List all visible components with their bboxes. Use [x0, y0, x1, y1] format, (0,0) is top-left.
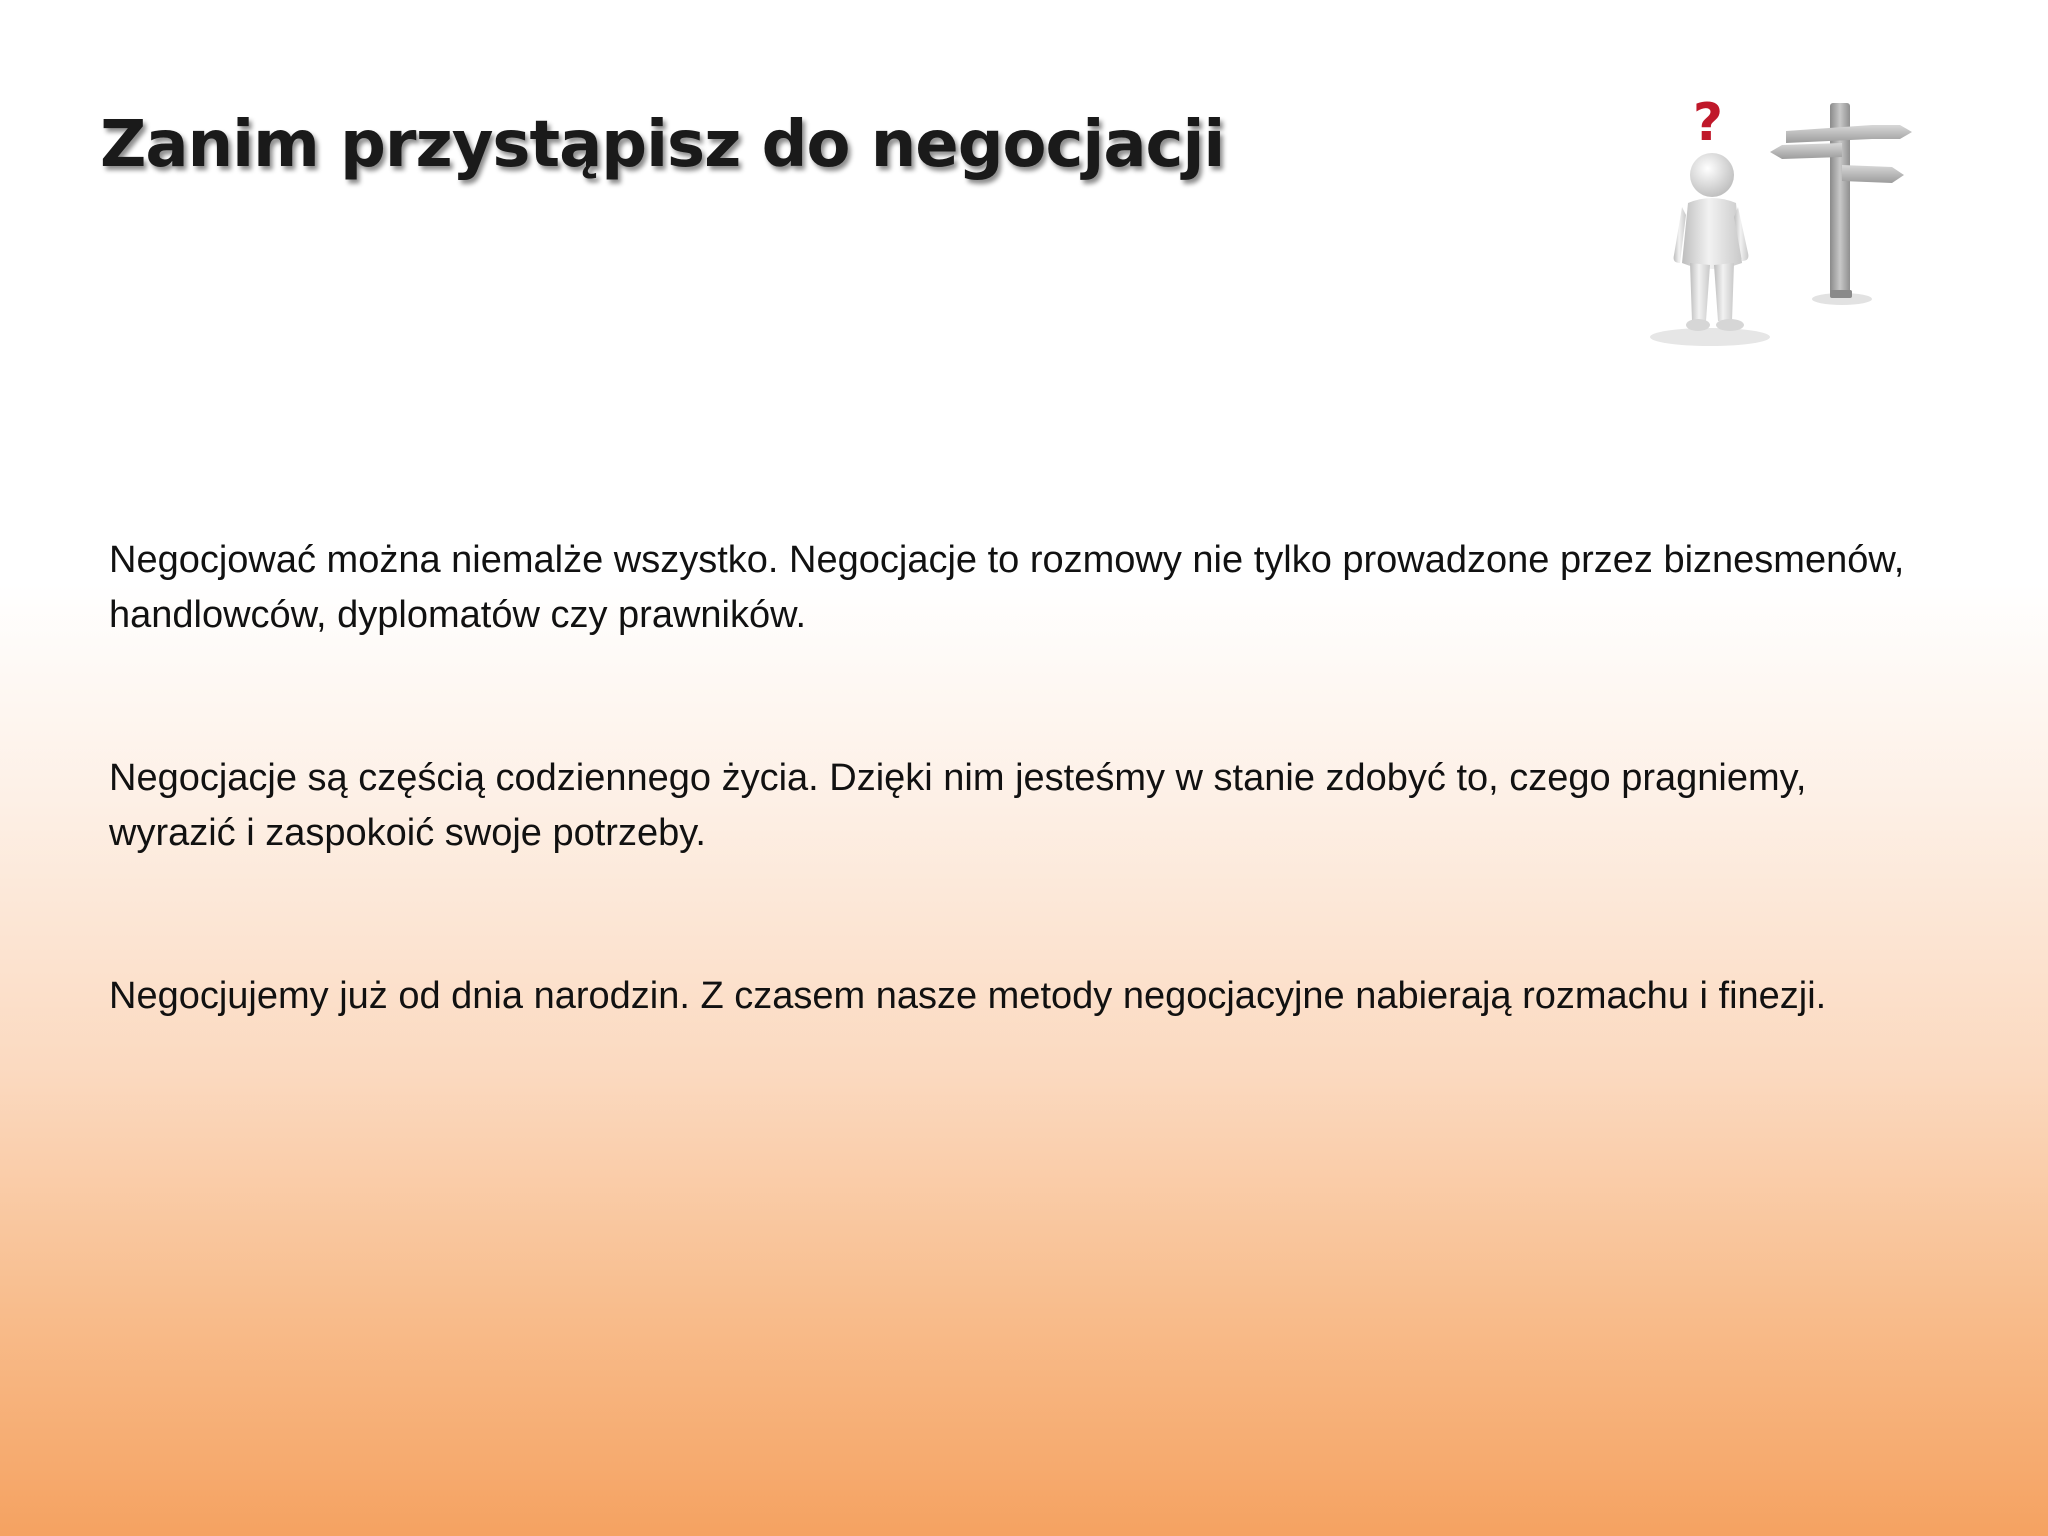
signpost-icon [1770, 103, 1912, 298]
slide-title: Zanim przystąpisz do negocjacji [100, 108, 1225, 182]
body-text [109, 533, 1939, 1132]
paragraph-2: Negocjacje są częścią codziennego życia. Dzięki nim jesteśmy w stanie zdobyć to, czego pragniemy, wyrazić i zaspokoić swoje potrzeby. [109, 757, 1807, 854]
shadow [1650, 328, 1770, 346]
paragraph-3: Negocjujemy już od dnia narodzin. Z czasem nasze metody negocjacyjne nabierają rozmachu i finezji. [109, 975, 1827, 1017]
person-signpost-question-icon [1630, 85, 1950, 355]
paragraph-1: Negocjować można niemalże wszystko. Negocjacje to rozmowy nie tylko prowadzone przez biznesmenów, handlowców, dyplomatów czy prawników. [109, 539, 1905, 636]
question-mark-icon: ? [1692, 93, 1724, 153]
person-signpost-illustration [1630, 85, 1950, 355]
person-figure-icon [1674, 153, 1749, 331]
